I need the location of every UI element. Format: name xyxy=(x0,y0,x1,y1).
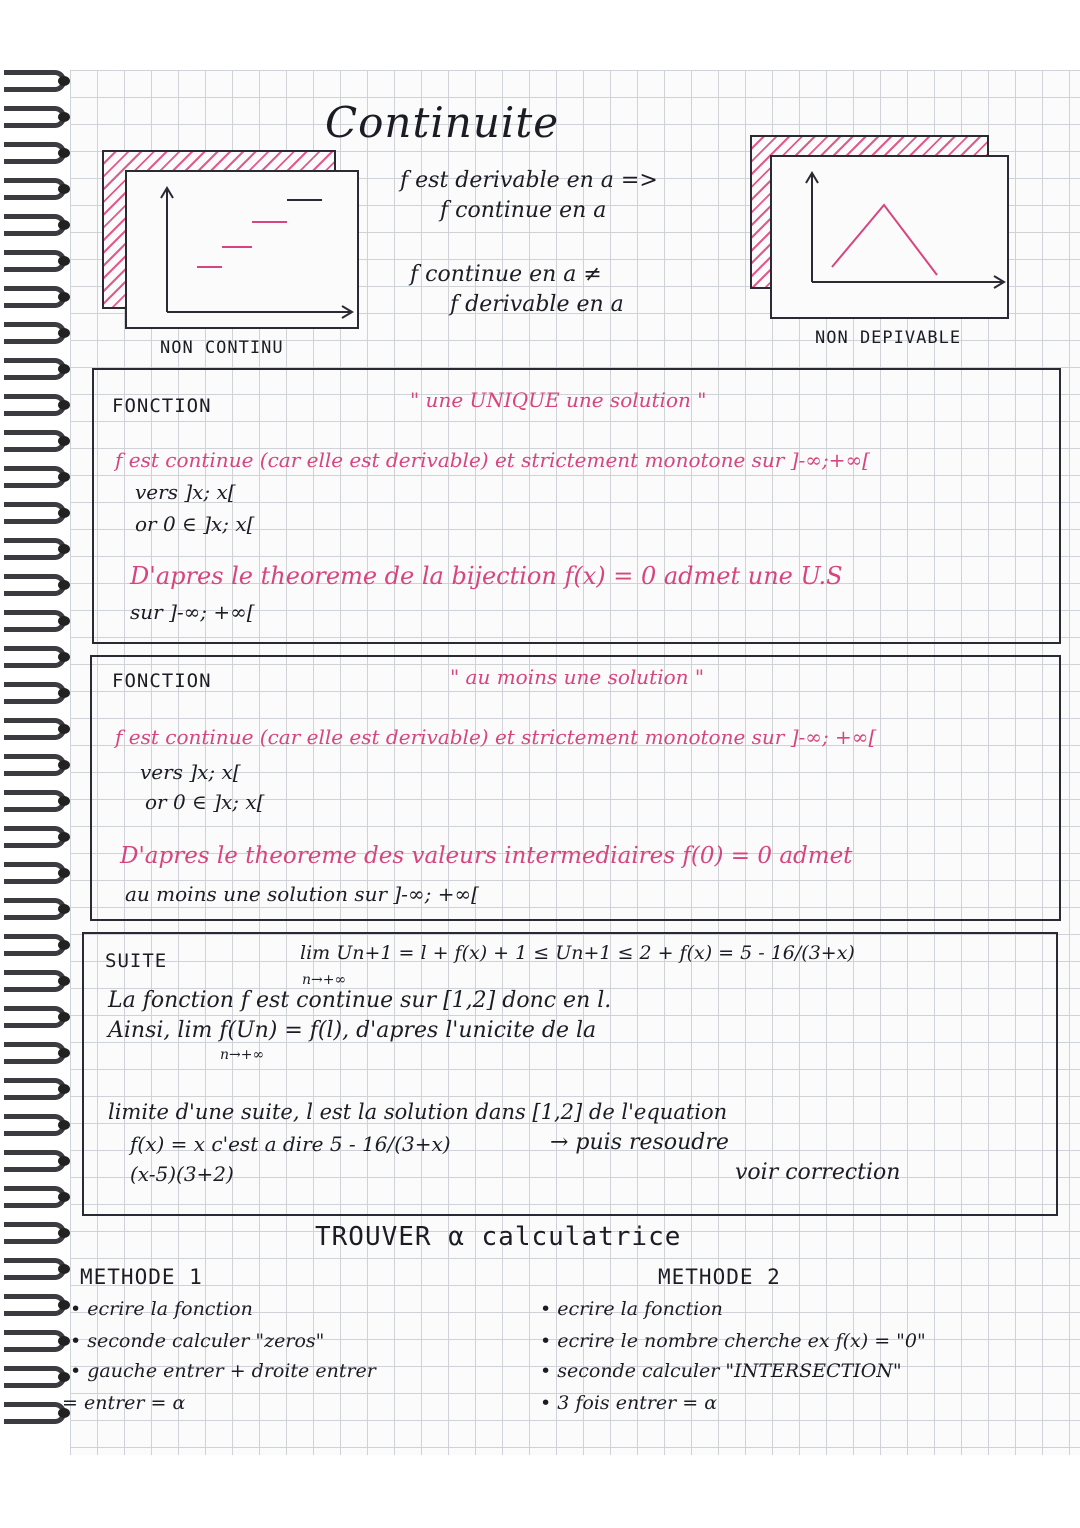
spiral-hole xyxy=(58,256,70,266)
spiral-hole xyxy=(58,796,70,806)
spiral-hole xyxy=(58,652,70,662)
spiral-ring xyxy=(4,466,66,488)
spiral-ring xyxy=(4,934,66,956)
spiral-hole xyxy=(58,76,70,86)
spiral-hole xyxy=(58,1156,70,1166)
spiral-ring xyxy=(4,322,66,344)
spiral-ring xyxy=(4,574,66,596)
spiral-ring xyxy=(4,286,66,308)
notebook-page xyxy=(62,70,1080,1455)
continue-note-line1: f continue en a ≠ xyxy=(410,262,602,287)
spiral-hole xyxy=(58,436,70,446)
section2-line5: au moins une solution sur ]-∞; +∞[ xyxy=(125,882,479,906)
method1-item-4: = entrer = α xyxy=(62,1392,186,1414)
spiral-hole xyxy=(58,580,70,590)
non-derivable-graph xyxy=(770,155,1009,319)
spiral-ring xyxy=(4,214,66,236)
spiral-hole xyxy=(58,472,70,482)
spiral-ring xyxy=(4,1366,66,1388)
method2-title: METHODE 2 xyxy=(658,1265,781,1289)
section3-line4-right: → puis resoudre xyxy=(550,1130,729,1155)
section3-line5-right: voir correction xyxy=(735,1160,901,1185)
step-function-plot xyxy=(127,172,357,327)
spiral-ring xyxy=(4,826,66,848)
section2-line1: f est continue (car elle est derivable) et strictement monotone sur ]-∞; +∞[ xyxy=(115,725,877,749)
non-continuous-caption: NON CONTINU xyxy=(160,338,284,358)
spiral-hole xyxy=(58,1336,70,1346)
spiral-hole xyxy=(58,148,70,158)
spiral-ring xyxy=(4,430,66,452)
section1-heading: FONCTION xyxy=(112,395,212,417)
spiral-ring xyxy=(4,610,66,632)
spiral-ring xyxy=(4,70,66,92)
method2-item-4: • 3 fois entrer = α xyxy=(540,1392,718,1414)
spiral-ring xyxy=(4,538,66,560)
spiral-hole xyxy=(58,832,70,842)
section1-subtitle: " une UNIQUE une solution " xyxy=(410,388,707,412)
spiral-ring xyxy=(4,1150,66,1172)
spiral-ring xyxy=(4,502,66,524)
spiral-ring xyxy=(4,646,66,668)
spiral-ring xyxy=(4,682,66,704)
spiral-ring xyxy=(4,250,66,272)
spiral-ring xyxy=(4,1294,66,1316)
spiral-ring xyxy=(4,1006,66,1028)
section1-line1: f est continue (car elle est derivable) et strictement monotone sur ]-∞;+∞[ xyxy=(115,448,870,472)
section3-formula-sub: n→+∞ xyxy=(302,972,347,988)
spiral-hole xyxy=(58,976,70,986)
spiral-hole xyxy=(58,904,70,914)
spiral-hole xyxy=(58,544,70,554)
peak-function-plot xyxy=(772,157,1007,317)
spiral-ring xyxy=(4,790,66,812)
spiral-hole xyxy=(58,328,70,338)
spiral-hole xyxy=(58,508,70,518)
spiral-ring xyxy=(4,1114,66,1136)
section1-line5: sur ]-∞; +∞[ xyxy=(130,600,255,624)
section1-line2: vers ]x; x[ xyxy=(135,480,236,504)
spiral-hole xyxy=(58,112,70,122)
spiral-ring xyxy=(4,1186,66,1208)
spiral-hole xyxy=(58,1084,70,1094)
section2-subtitle: " au moins une solution " xyxy=(450,665,705,689)
section3-line2-sub: n→+∞ xyxy=(220,1047,265,1063)
method2-item-2: • ecrire le nombre cherche ex f(x) = "0" xyxy=(540,1330,926,1352)
spiral-ring xyxy=(4,394,66,416)
continue-note-line2: f derivable en a xyxy=(450,292,624,317)
spiral-hole xyxy=(58,1264,70,1274)
notebook-spiral xyxy=(0,70,72,1460)
method2-item-1: • ecrire la fonction xyxy=(540,1298,723,1320)
spiral-hole xyxy=(58,1228,70,1238)
spiral-hole xyxy=(58,400,70,410)
spiral-ring xyxy=(4,754,66,776)
section3-line4: f(x) = x c'est a dire 5 - 16/(3+x) xyxy=(130,1132,451,1156)
section3-heading: SUITE xyxy=(105,950,168,972)
spiral-ring xyxy=(4,1222,66,1244)
section3-line5: (x-5)(3+2) xyxy=(130,1162,234,1186)
spiral-hole xyxy=(58,724,70,734)
derivable-note-line2: f continue en a xyxy=(440,198,607,223)
method1-item-2: • seconde calculer "zeros" xyxy=(70,1330,325,1352)
non-derivable-caption: NON DEPIVABLE xyxy=(815,328,962,348)
spiral-ring xyxy=(4,1402,66,1424)
spiral-hole xyxy=(58,1300,70,1310)
section1-line3: or 0 ∈ ]x; x[ xyxy=(135,512,255,536)
section2-heading: FONCTION xyxy=(112,670,212,692)
section1-line4: D'apres le theoreme de la bijection f(x) = 0 admet une U.S xyxy=(130,562,843,590)
spiral-ring xyxy=(4,970,66,992)
spiral-hole xyxy=(58,1372,70,1382)
section3-line2: Ainsi, lim f(Un) = f(l), d'apres l'unicite de la xyxy=(108,1018,597,1043)
method1-item-1: • ecrire la fonction xyxy=(70,1298,253,1320)
derivable-note-line1: f est derivable en a => xyxy=(400,168,658,193)
spiral-ring xyxy=(4,106,66,128)
section3-line1: La fonction f est continue sur [1,2] donc en l. xyxy=(108,988,612,1013)
section3-line3: limite d'une suite, l est la solution dans [1,2] de l'equation xyxy=(108,1100,728,1124)
section2-line3: or 0 ∈ ]x; x[ xyxy=(145,790,265,814)
page-title: Continuite xyxy=(325,98,560,147)
spiral-hole xyxy=(58,184,70,194)
methods-heading: TROUVER α calculatrice xyxy=(315,1222,682,1252)
spiral-ring xyxy=(4,862,66,884)
spiral-ring xyxy=(4,718,66,740)
non-continuous-graph xyxy=(125,170,359,329)
spiral-ring xyxy=(4,178,66,200)
spiral-hole xyxy=(58,688,70,698)
section2-line2: vers ]x; x[ xyxy=(140,760,241,784)
spiral-ring xyxy=(4,358,66,380)
spiral-ring xyxy=(4,1258,66,1280)
spiral-ring xyxy=(4,898,66,920)
spiral-hole xyxy=(58,616,70,626)
spiral-hole xyxy=(58,1120,70,1130)
method1-item-3: • gauche entrer + droite entrer xyxy=(70,1360,376,1382)
spiral-hole xyxy=(58,1048,70,1058)
spiral-hole xyxy=(58,1192,70,1202)
spiral-hole xyxy=(58,868,70,878)
spiral-hole xyxy=(58,364,70,374)
section2-line4: D'apres le theoreme des valeurs intermediaires f(0) = 0 admet xyxy=(120,843,853,869)
spiral-ring xyxy=(4,1330,66,1352)
spiral-hole xyxy=(58,292,70,302)
spiral-hole xyxy=(58,1012,70,1022)
spiral-hole xyxy=(58,940,70,950)
spiral-hole xyxy=(58,220,70,230)
spiral-ring xyxy=(4,142,66,164)
method1-title: METHODE 1 xyxy=(80,1265,203,1289)
spiral-hole xyxy=(58,760,70,770)
method2-item-3: • seconde calculer "INTERSECTION" xyxy=(540,1360,902,1382)
section3-formula: lim Un+1 = l + f(x) + 1 ≤ Un+1 ≤ 2 + f(x) = 5 - 16/(3+x) xyxy=(300,942,855,964)
spiral-ring xyxy=(4,1078,66,1100)
spiral-ring xyxy=(4,1042,66,1064)
